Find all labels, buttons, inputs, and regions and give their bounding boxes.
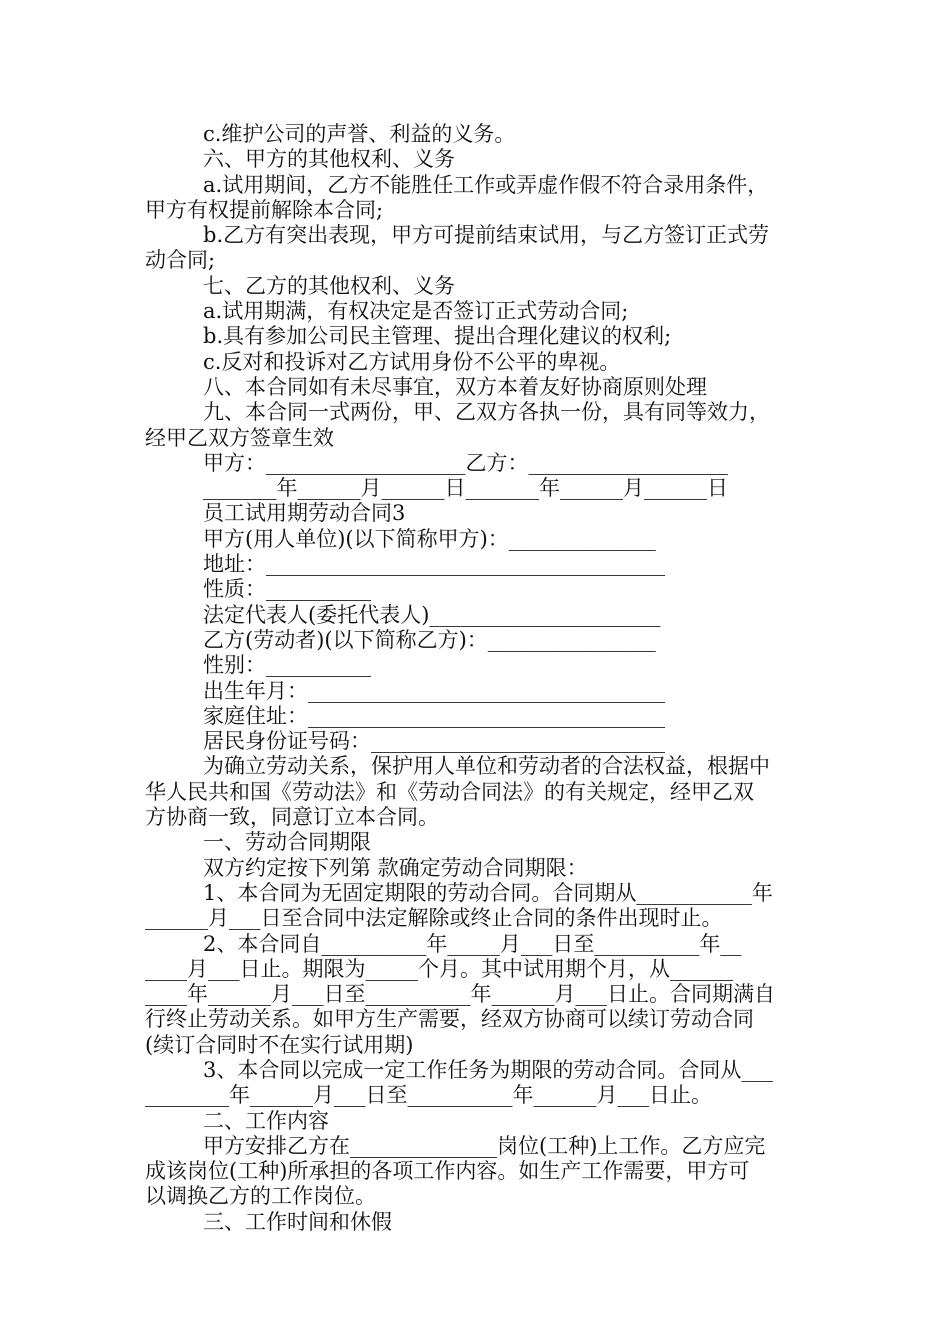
text-line: 动合同; xyxy=(145,248,216,273)
text-line: 行终止劳动关系。如甲方生产需要，经双方协商可以续订劳动合同 xyxy=(145,1007,754,1032)
text-line: 经甲乙双方签章生效 xyxy=(145,425,334,450)
form-field-address: 地址：______________________________________ xyxy=(203,552,665,577)
date-line: _______年______月______日_______年______月______日 xyxy=(203,476,728,501)
text-line: 双方约定按下列第 款确定劳动合同期限： xyxy=(203,855,588,880)
text-line: c.维护公司的声誉、利益的义务。 xyxy=(203,122,516,146)
form-field-home-address: 家庭住址：__________________________________ xyxy=(203,703,665,728)
text-line: 2、本合同自__________年_____月___日至__________年__ xyxy=(203,931,742,956)
text-line: a.试用期间，乙方不能胜任工作或弄虚作假不符合录用条件， xyxy=(203,172,769,197)
text-line: b.具有参加公司民主管理、提出合理化建议的权利; xyxy=(203,324,672,349)
text-line: a.试用期满，有权决定是否签订正式劳动合同; xyxy=(203,299,629,324)
text-line: 1、本合同为无固定期限的劳动合同。合同期从___________年 xyxy=(203,880,773,905)
form-field-gender: 性别：__________ xyxy=(203,653,371,678)
section-heading: 九、本合同一式两份，甲、乙双方各执一份，具有同等效力， xyxy=(203,400,770,425)
form-field-party-a: 甲方(用人单位)(以下简称甲方)：______________ xyxy=(203,526,656,551)
text-line: ______月___日至合同中法定解除或终止合同的条件出现时止。 xyxy=(145,906,723,931)
text-line: c.反对和投诉对乙方试用身份不公平的卑视。 xyxy=(203,349,621,374)
text-line: 华人民共和国《劳动法》和《劳动合同法》的有关规定，经甲乙双 xyxy=(145,779,754,804)
text-line: (续订合同时不在实行试用期) xyxy=(145,1032,414,1057)
text-line: ____月___日止。期限为_____个月。其中试用期个月，从______ xyxy=(145,956,733,981)
section-heading: 三、工作时间和休假 xyxy=(203,1209,392,1234)
section-heading: 七、乙方的其他权利、义务 xyxy=(203,273,455,298)
text-line: 甲方有权提前解除本合同; xyxy=(145,197,384,222)
section-heading: 八、本合同如有未尽事宜，双方本着友好协商原则处理 xyxy=(203,374,707,399)
text-line: ____年______月___日至__________年______月___日止。合同期满自 xyxy=(145,982,775,1007)
text-line: 以调换乙方的工作岗位。 xyxy=(145,1184,376,1209)
text-line: b.乙方有突出表现，甲方可提前结束试用，与乙方签订正式劳 xyxy=(203,223,770,248)
text-line: 为确立劳动关系，保护用人单位和劳动者的合法权益，根据中 xyxy=(203,754,770,779)
section-heading: 六、甲方的其他权利、义务 xyxy=(203,147,455,172)
form-field-nature: 性质：__________ xyxy=(203,577,371,602)
text-line: 甲方安排乙方在______________岗位(工种)上工作。乙方应完 xyxy=(203,1133,766,1158)
text-line: ________年______月___日至__________年______月___日止。 xyxy=(145,1083,712,1108)
document-body xyxy=(145,122,810,1235)
form-field-birth-date: 出生年月：__________________________________ xyxy=(203,678,665,703)
text-line: 3、本合同以完成一定工作任务为期限的劳动合同。合同从___ xyxy=(203,1057,773,1082)
section-heading: 二、工作内容 xyxy=(203,1108,329,1133)
text-line: 方协商一致，同意订立本合同。 xyxy=(145,805,439,830)
form-field-party-b: 乙方(劳动者)(以下简称乙方)：________________ xyxy=(203,627,656,652)
text-line: 成该岗位(工种)所承担的各项工作内容。如生产工作需要，甲方可 xyxy=(145,1159,750,1184)
form-field-id-number: 居民身份证号码：____________________________ xyxy=(203,729,665,754)
signature-line: 甲方：___________________乙方：___________________ xyxy=(203,450,728,475)
form-field-legal-rep: 法定代表人(委托代表人)______________________ xyxy=(203,602,661,627)
section-heading: 一、劳动合同期限 xyxy=(203,830,371,855)
contract-title: 员工试用期劳动合同3 xyxy=(203,501,406,526)
